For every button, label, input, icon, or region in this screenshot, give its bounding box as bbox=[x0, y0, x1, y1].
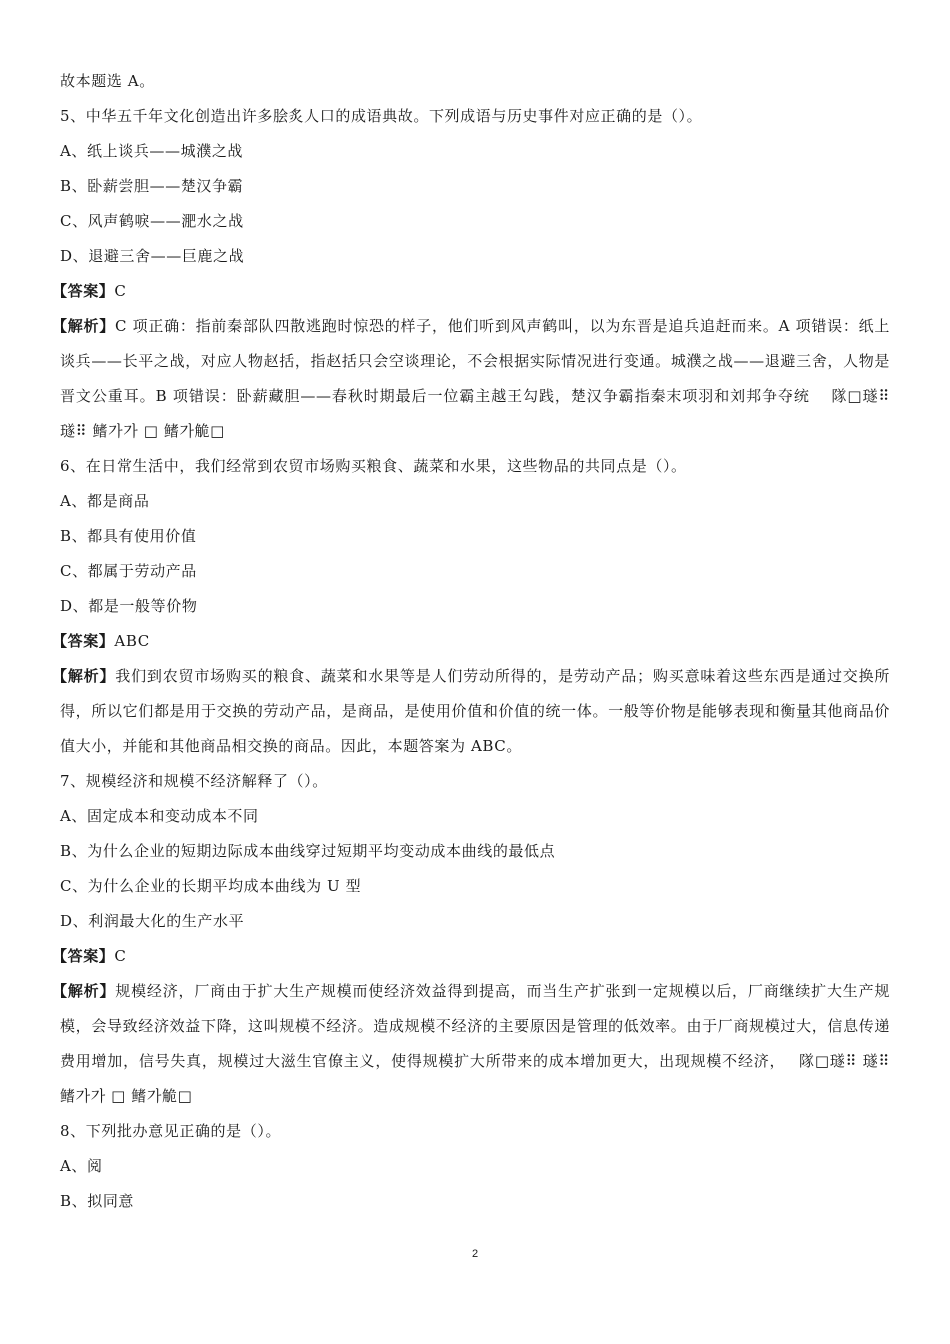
option-5d: D、退避三舍——巨鹿之战 bbox=[60, 247, 245, 265]
option-7a: A、固定成本和变动成本不同 bbox=[60, 807, 259, 825]
option-5a: A、纸上谈兵——城濮之战 bbox=[60, 142, 244, 160]
explanation-5 bbox=[52, 309, 890, 449]
page-number: 2 bbox=[471, 1248, 479, 1260]
explanation-tag: 【解析】 bbox=[52, 317, 116, 335]
page-content bbox=[52, 64, 890, 1219]
answer-value: C bbox=[114, 947, 127, 965]
answer-6 bbox=[52, 624, 890, 659]
answer-7 bbox=[52, 939, 890, 974]
option-7d: D、利润最大化的生产水平 bbox=[60, 912, 245, 930]
answer-5 bbox=[52, 274, 890, 309]
answer-tag: 【答案】 bbox=[52, 947, 115, 965]
option-7b: B、为什么企业的短期边际成本曲线穿过短期平均变动成本曲线的最低点 bbox=[60, 842, 556, 860]
option-8a: A、阅 bbox=[60, 1157, 103, 1175]
option-5b: B、卧薪尝胆——楚汉争霸 bbox=[60, 177, 244, 195]
answer-tag: 【答案】 bbox=[52, 632, 115, 650]
explanation-tag: 【解析】 bbox=[52, 667, 116, 685]
option-7c: C、为什么企业的长期平均成本曲线为 U 型 bbox=[60, 877, 362, 895]
option-6c: C、都属于劳动产品 bbox=[60, 562, 197, 580]
question-7: 7、规模经济和规模不经济解释了（）。 bbox=[60, 772, 328, 790]
explanation-text: 规模经济，厂商由于扩大生产规模而使经济效益得到提高，而当生产扩张到一定规模以后，厂商继续扩大生产规模，会导致经济效益下降，这叫规模不经济。造成规模不经济的主要原因是管理的低效率。由于厂商规模过大，信息传递费用增加，信号失真，规模过大滋生官僚主义，使得规模扩大所带来的成本增加更大，出现规模不经济， 隊□璲⠿ 璲⠿ 鳍가가 □ 鳍가觤□ bbox=[60, 982, 890, 1105]
option-5c: C、风声鹤唳——淝水之战 bbox=[60, 212, 244, 230]
option-8b: B、拟同意 bbox=[60, 1192, 135, 1210]
explanation-text: C 项正确：指前秦部队四散逃跑时惊恐的样子，他们听到风声鹤叫，以为东晋是追兵追赶而来。A 项错误：纸上谈兵——长平之战，对应人物赵括，指赵括只会空谈理论，不会根据实际情况进行变通。城濮之战——退避三舍，人物是晋文公重耳。B 项错误：卧薪藏胆——春秋时期最后一位霸主越王勾践，楚汉争霸指秦末项羽和刘邦争夺统 隊□璲⠿ 璲⠿ 鳍가가 □ 鳍가觤□ bbox=[60, 317, 890, 440]
option-6b: B、都具有使用价值 bbox=[60, 527, 197, 545]
question-8: 8、下列批办意见正确的是（）。 bbox=[60, 1122, 282, 1140]
explanation-tag: 【解析】 bbox=[52, 982, 116, 1000]
explanation-7 bbox=[52, 974, 890, 1114]
option-6a: A、都是商品 bbox=[60, 492, 150, 510]
answer-value: C bbox=[114, 282, 127, 300]
question-6: 6、在日常生活中，我们经常到农贸市场购买粮食、蔬菜和水果，这些物品的共同点是（）。 bbox=[60, 457, 687, 475]
explanation-text: 我们到农贸市场购买的粮食、蔬菜和水果等是人们劳动所得的，是劳动产品；购买意味着这些东西是通过交换所得，所以它们都是用于交换的劳动产品，是商品，是使用价值和价值的统一体。一般等价物是能够表现和衡量其他商品价值大小，并能和其他商品相交换的商品。因此，本题答案为 ABC。 bbox=[60, 667, 890, 755]
question-5: 5、中华五千年文化创造出许多脍炙人口的成语典故。下列成语与历史事件对应正确的是（）。 bbox=[60, 107, 703, 125]
text-line: 故本题选 A。 bbox=[60, 72, 155, 90]
answer-tag: 【答案】 bbox=[52, 282, 115, 300]
answer-value: ABC bbox=[114, 632, 150, 650]
option-6d: D、都是一般等价物 bbox=[60, 597, 198, 615]
explanation-6 bbox=[52, 659, 890, 764]
